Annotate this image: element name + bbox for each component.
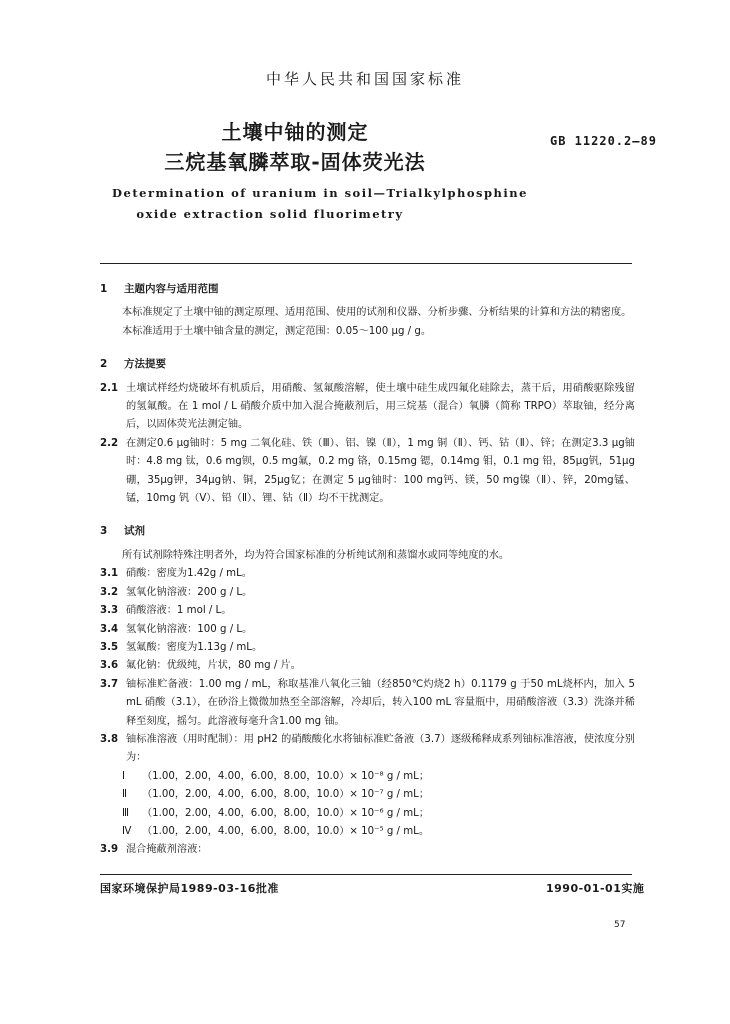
clause xyxy=(100,602,635,620)
clause-text: 铀标准贮备液：1.00 mg / mL，称取基准八氧化三铀（经850℃灼烧2 h）0.1179 g 于50 mL烧杯内，加入 5 mL 硝酸（3.1），在砂浴上微微加热至全部溶解，冷却后，转入100 mL 容量瓶中，用硝酸溶液（3.3）洗涤并稀释至刻度，摇匀。此溶液每毫升含1.00 mg 铀。 xyxy=(126,678,635,727)
roman-numeral: Ⅰ xyxy=(122,770,126,782)
clause xyxy=(100,380,635,435)
clause-number: 3.1 xyxy=(100,568,119,580)
concentration-row xyxy=(100,805,635,823)
clause xyxy=(100,676,635,731)
clause xyxy=(100,841,635,859)
section-title: 方法提要 xyxy=(124,358,166,371)
clause-text: 硝酸：密度为1.42g / mL。 xyxy=(126,568,252,580)
concentration-text: （1.00，2.00，4.00，6.00，8.00，10.0）× 10⁻⁸ g / mL； xyxy=(142,770,430,782)
clause-text: 在测定0.6 μg铀时：5 mg 二氧化硅、铁（Ⅲ）、铝、镍（Ⅱ），1 mg 铜（Ⅱ）、钙、钴（Ⅱ）、锌；在测定3.3 μg铀时：4.8 mg 钛，0.6 mg钡，0.5 mg氟，0.2 mg 铬，0.15mg 锶，0.14mg 钼，0.1 mg 铅，85μg钒，51μg硼，35μg钾，34μg钠、铜，25μg钇；在测定 5 μg铀时：100 mg钙、镁，50 mg镍（Ⅱ）、锌，20mg锰、锰，10mg 钒（Ⅴ）、铅（Ⅱ）、锂、钴（Ⅱ）均不干扰测定。 xyxy=(126,437,635,505)
title-line-1: 土壤中铀的测定 xyxy=(221,120,369,144)
section-heading xyxy=(100,280,635,298)
approval-date: 国家环境保护局1989-03-16批准 xyxy=(100,882,279,895)
concentration-row xyxy=(100,768,635,786)
section-number: 3 xyxy=(100,525,108,538)
clause-number: 2.2 xyxy=(100,437,119,449)
clause-number: 3.7 xyxy=(100,678,119,690)
clause xyxy=(100,565,635,583)
roman-numeral: Ⅳ xyxy=(122,825,132,837)
section-heading xyxy=(100,355,635,373)
clause-text: 铀标准溶液（用时配制）：用 pH2 的硝酸酸化水将铀标准贮备液（3.7）逐级稀释成系列铀标准溶液，使浓度分别为： xyxy=(126,733,635,764)
clause-number: 3.5 xyxy=(100,641,119,653)
clause-number: 3.8 xyxy=(100,733,119,745)
clause xyxy=(100,435,635,509)
section-number: 1 xyxy=(100,283,108,295)
clause-number: 3.2 xyxy=(100,586,119,598)
roman-numeral: Ⅲ xyxy=(122,807,130,819)
paragraph: 本标准适用于土壤中铀含量的测定，测定范围：0.05～100 μg / g。 xyxy=(122,325,432,337)
clause-number: 2.1 xyxy=(100,382,119,394)
clause-text: 氢氟酸：密度为1.13g / mL。 xyxy=(126,641,263,653)
concentration-row xyxy=(100,786,635,804)
clause-text: 混合掩蔽剂溶液： xyxy=(126,844,208,856)
clause-number: 3.6 xyxy=(100,660,119,672)
clause-text: 硝酸溶液：1 mol / L。 xyxy=(126,605,232,617)
standard-header: 中华人民共和国国家标准 xyxy=(265,70,464,88)
clause-text: 氢氧化钠溶液：100 g / L。 xyxy=(126,623,253,635)
english-title-line-2: oxide extraction solid fluorimetry xyxy=(136,207,404,221)
roman-numeral: Ⅱ xyxy=(122,789,128,801)
top-rule xyxy=(100,263,632,264)
clause-text: 土壤试样经灼烧破坏有机质后，用硝酸、氢氟酸溶解，使土壤中硅生成四氟化硅除去，蒸干后，用硝酸驱除残留的氢氟酸。在 1 mol / L 硝酸介质中加入混合掩蔽剂后，用三烷基（混合）氧膦（简称 TRPO）萃取铀，经分离后，以固体荧光法测定铀。 xyxy=(126,382,635,431)
clause xyxy=(100,584,635,602)
document-body xyxy=(100,270,635,860)
english-title-line-1: Determination of uranium in soil—Trialkylphosphine xyxy=(112,186,528,200)
clause xyxy=(100,621,635,639)
section-title: 试剂 xyxy=(124,525,145,538)
standard-number: GB 11220.2—89 xyxy=(550,134,657,148)
section-number: 2 xyxy=(100,358,108,371)
concentration-row xyxy=(100,823,635,841)
clause xyxy=(100,731,635,768)
section-title: 主题内容与适用范围 xyxy=(124,283,219,295)
concentration-text: （1.00，2.00，4.00，6.00，8.00，10.0）× 10⁻⁷ g / mL； xyxy=(142,789,430,801)
page-number: 57 xyxy=(614,920,626,930)
paragraph: 所有试剂除特殊注明者外，均为符合国家标准的分析纯试剂和蒸馏水或同等纯度的水。 xyxy=(122,549,510,561)
section-heading xyxy=(100,522,635,540)
paragraph: 本标准规定了土壤中铀的测定原理、适用范围、使用的试剂和仪器、分析步骤、分析结果的计算和方法的精密度。 xyxy=(122,307,632,319)
clause-number: 3.9 xyxy=(100,844,119,856)
clause-number: 3.4 xyxy=(100,623,119,635)
bottom-rule xyxy=(100,874,632,875)
clause-text: 氢氧化钠溶液：200 g / L。 xyxy=(126,586,253,598)
title-line-2: 三烷基氧膦萃取-固体荧光法 xyxy=(164,150,426,174)
clause-number: 3.3 xyxy=(100,605,119,617)
clause xyxy=(100,657,635,675)
concentration-text: （1.00，2.00，4.00，6.00，8.00，10.0）× 10⁻⁶ g / mL； xyxy=(142,807,430,819)
concentration-text: （1.00，2.00，4.00，6.00，8.00，10.0）× 10⁻⁵ g / mL。 xyxy=(142,825,430,837)
implementation-date: 1990-01-01实施 xyxy=(546,882,645,895)
clause xyxy=(100,639,635,657)
clause-text: 氟化钠：优级纯，片状，80 mg / 片。 xyxy=(126,660,301,672)
